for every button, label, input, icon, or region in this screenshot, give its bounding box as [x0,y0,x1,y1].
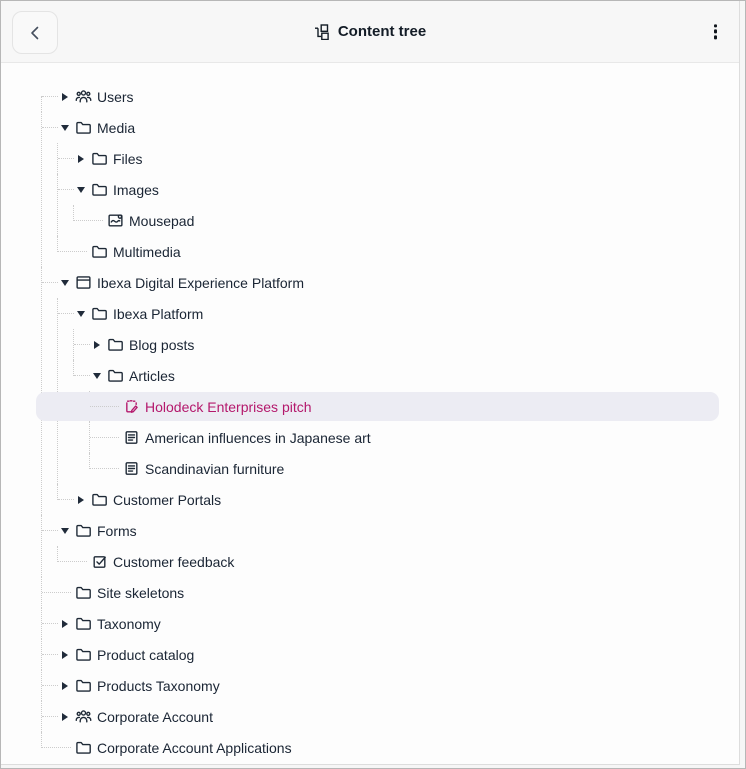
tree-node [57,484,739,515]
tree-item-customer-feedback[interactable] [57,546,739,577]
tree-item-users[interactable] [41,81,739,112]
tree-item-products-taxonomy[interactable] [41,670,739,701]
tree-item-corporate-account-applications[interactable] [41,732,739,763]
folder-icon [91,491,108,508]
tree-item-customer-portals[interactable] [57,484,739,515]
users-icon [75,708,92,725]
tree-branch [73,205,739,236]
folder-icon [91,243,108,260]
tree-node [73,329,739,360]
folder-icon [75,739,92,756]
tree-item-scandinavian-furniture[interactable] [89,453,739,484]
caret-expanded-icon[interactable] [58,121,72,135]
tree-branch [73,329,739,484]
tree-node [89,391,739,422]
options-menu-button[interactable] [706,18,725,45]
folder-icon [91,150,108,167]
tree-item-label: Site skeletons [97,584,185,601]
tree-node [41,608,739,639]
tree-item-label: Articles [129,367,175,384]
caret-collapsed-icon[interactable] [58,648,72,662]
tree-scroll-area [1,63,739,763]
article-icon [123,429,140,446]
content-tree-icon [314,23,331,40]
tree-item-label: Product catalog [97,646,195,663]
tree-branch [57,298,739,515]
tree-item-taxonomy[interactable] [41,608,739,639]
panel [1,1,740,765]
folder-icon [75,677,92,694]
tree-item-site-skeletons[interactable] [41,577,739,608]
tree-item-images[interactable] [57,174,739,205]
panel-header [1,1,739,63]
caret-spacer [106,400,120,414]
image-icon [107,212,124,229]
tree-item-label: Multimedia [113,243,181,260]
folder-icon [75,119,92,136]
folder-icon [75,584,92,601]
caret-spacer [58,741,72,755]
caret-collapsed-icon[interactable] [58,617,72,631]
users-icon [75,88,92,105]
caret-expanded-icon[interactable] [74,307,88,321]
caret-spacer [58,586,72,600]
tree-node [73,205,739,236]
caret-spacer [106,462,120,476]
page-title [314,23,426,40]
tree-item-label: Taxonomy [97,615,161,632]
tree-item-forms[interactable] [41,515,739,546]
caret-expanded-icon[interactable] [58,524,72,538]
tree-node [57,298,739,484]
tree-item-label: Forms [97,522,137,539]
kebab-icon [714,24,717,39]
tree-item-product-catalog[interactable] [41,639,739,670]
tree-branch [57,143,739,267]
caret-collapsed-icon[interactable] [90,338,104,352]
tree-item-media[interactable] [41,112,739,143]
folder-icon [75,615,92,632]
tree-node [57,236,739,267]
caret-spacer [74,245,88,259]
chevron-left-icon [28,25,42,41]
tree-node [57,546,739,577]
caret-expanded-icon[interactable] [58,276,72,290]
caret-collapsed-icon[interactable] [74,152,88,166]
tree-node [41,577,739,608]
tree-item-label: Blog posts [129,336,195,353]
tree-item-label: Corporate Account [97,708,213,725]
caret-collapsed-icon[interactable] [58,679,72,693]
tree-node [41,267,739,515]
tree-node [57,143,739,174]
folder-icon [91,305,108,322]
form-icon [91,553,108,570]
tree-node [41,515,739,577]
tree-item-label: Holodeck Enterprises pitch [145,398,312,415]
tree-item-label: Files [113,150,143,167]
tree-item-label: Ibexa Digital Experience Platform [97,274,304,291]
tree-item-holodeck-enterprises-pitch[interactable] [89,391,739,422]
folder-icon [75,522,92,539]
folder-icon [107,336,124,353]
tree-node [57,174,739,236]
caret-expanded-icon[interactable] [74,183,88,197]
article-icon [123,460,140,477]
tree-branch [89,391,739,484]
tree-node [41,81,739,112]
tree-item-blog-posts[interactable] [73,329,739,360]
folder-icon [75,646,92,663]
tree-item-corporate-account[interactable] [41,701,739,732]
tree-item-label: American influences in Japanese art [145,429,371,446]
caret-collapsed-icon[interactable] [58,710,72,724]
tree-item-files[interactable] [57,143,739,174]
caret-expanded-icon[interactable] [90,369,104,383]
tree-item-label: Scandinavian furniture [145,460,285,477]
caret-collapsed-icon[interactable] [58,90,72,104]
tree-node [41,639,739,670]
tree-item-label: Customer Portals [113,491,222,508]
tree-item-articles[interactable] [73,360,739,391]
edit-draft-icon [123,398,140,415]
folder-icon [107,367,124,384]
tree-node [41,701,739,732]
caret-spacer [74,555,88,569]
content-tree [41,81,739,763]
tree-item-label: Corporate Account Applications [97,739,292,756]
caret-collapsed-icon[interactable] [74,493,88,507]
folder-icon [91,181,108,198]
tree-item-label: Images [113,181,159,198]
tree-item-multimedia[interactable] [57,236,739,267]
tree-item-american-influences-in-japanese-art[interactable] [89,422,739,453]
tree-item-label: Products Taxonomy [97,677,220,694]
caret-spacer [90,214,104,228]
site-icon [75,274,92,291]
tree-item-ibexa-digital-experience-platform[interactable] [41,267,739,298]
tree-node [41,732,739,763]
caret-spacer [106,431,120,445]
back-button[interactable] [12,11,58,54]
tree-item-ibexa-platform[interactable] [57,298,739,329]
tree-item-label: Ibexa Platform [113,305,204,322]
tree-node [89,422,739,453]
tree-item-label: Users [97,88,134,105]
tree-node [41,670,739,701]
page-title-text: Content tree [337,23,427,40]
tree-root [41,81,739,763]
tree-item-label: Media [97,119,136,136]
tree-node [41,112,739,267]
tree-node [73,360,739,484]
tree-item-label: Mousepad [129,212,195,229]
tree-item-mousepad[interactable] [73,205,739,236]
tree-branch [57,546,739,577]
tree-item-label: Customer feedback [113,553,235,570]
tree-node [89,453,739,484]
